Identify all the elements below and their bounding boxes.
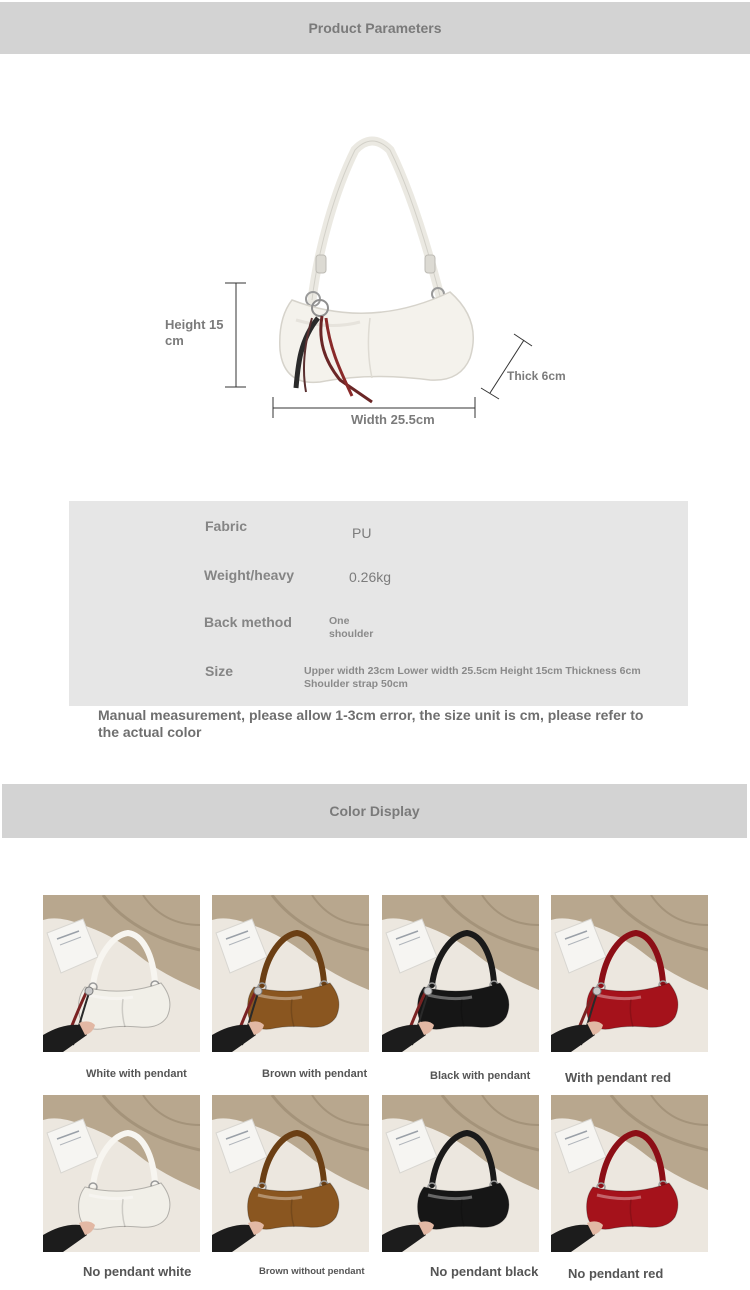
pendant-charm — [424, 987, 432, 995]
color-photo-black-pendant[interactable] — [382, 895, 539, 1052]
pendant-charm — [85, 987, 93, 995]
color-photo-white-pendant[interactable] — [43, 895, 200, 1052]
product-parameters-banner — [0, 2, 750, 54]
color-caption: White with pendant — [86, 1068, 187, 1080]
color-caption: Brown with pendant — [262, 1068, 368, 1080]
color-photo-brown-no-pendant[interactable] — [212, 1095, 369, 1252]
color-photo-black-no-pendant[interactable] — [382, 1095, 539, 1252]
color-caption: Brown without pendant — [259, 1266, 365, 1277]
product-parameters-title: Product Parameters — [308, 20, 442, 36]
height-dimension-label: Height 15 cm — [165, 317, 224, 348]
color-photo-brown-pendant[interactable] — [212, 895, 369, 1052]
color-caption: No pendant black — [430, 1264, 539, 1279]
measurement-note: Manual measurement, please allow 1-3cm error, the size unit is cm, please refer to the actual color — [98, 707, 644, 740]
back-method-label: Back method — [204, 614, 292, 630]
color-photo-white-no-pendant[interactable] — [43, 1095, 200, 1252]
color-photo-red-pendant[interactable] — [551, 895, 708, 1052]
color-caption: With pendant red — [565, 1070, 672, 1085]
back-method-value: One shoulder — [329, 615, 374, 640]
color-display-banner — [2, 784, 747, 838]
thickness-dimension-label: Thick 6cm — [507, 369, 566, 383]
pendant-charm — [254, 987, 262, 995]
weight-value: 0.26kg — [349, 569, 392, 585]
fabric-label: Fabric — [205, 518, 248, 534]
pendant-charm — [593, 987, 601, 995]
size-label: Size — [205, 663, 234, 679]
width-dimension-label: Width 25.5cm — [351, 412, 435, 427]
color-caption: No pendant white — [83, 1264, 192, 1279]
fabric-value: PU — [352, 525, 372, 541]
size-value: Upper width 23cm Lower width 25.5cm Height 15cm Thickness 6cm Shoulder strap 50cm — [304, 665, 641, 690]
color-display-title: Color Display — [329, 803, 420, 819]
color-caption: Black with pendant — [430, 1070, 531, 1082]
color-photo-red-no-pendant[interactable] — [551, 1095, 708, 1252]
weight-label: Weight/heavy — [204, 567, 294, 583]
color-caption: No pendant red — [568, 1266, 664, 1281]
bag-dimension-diagram — [150, 120, 600, 440]
